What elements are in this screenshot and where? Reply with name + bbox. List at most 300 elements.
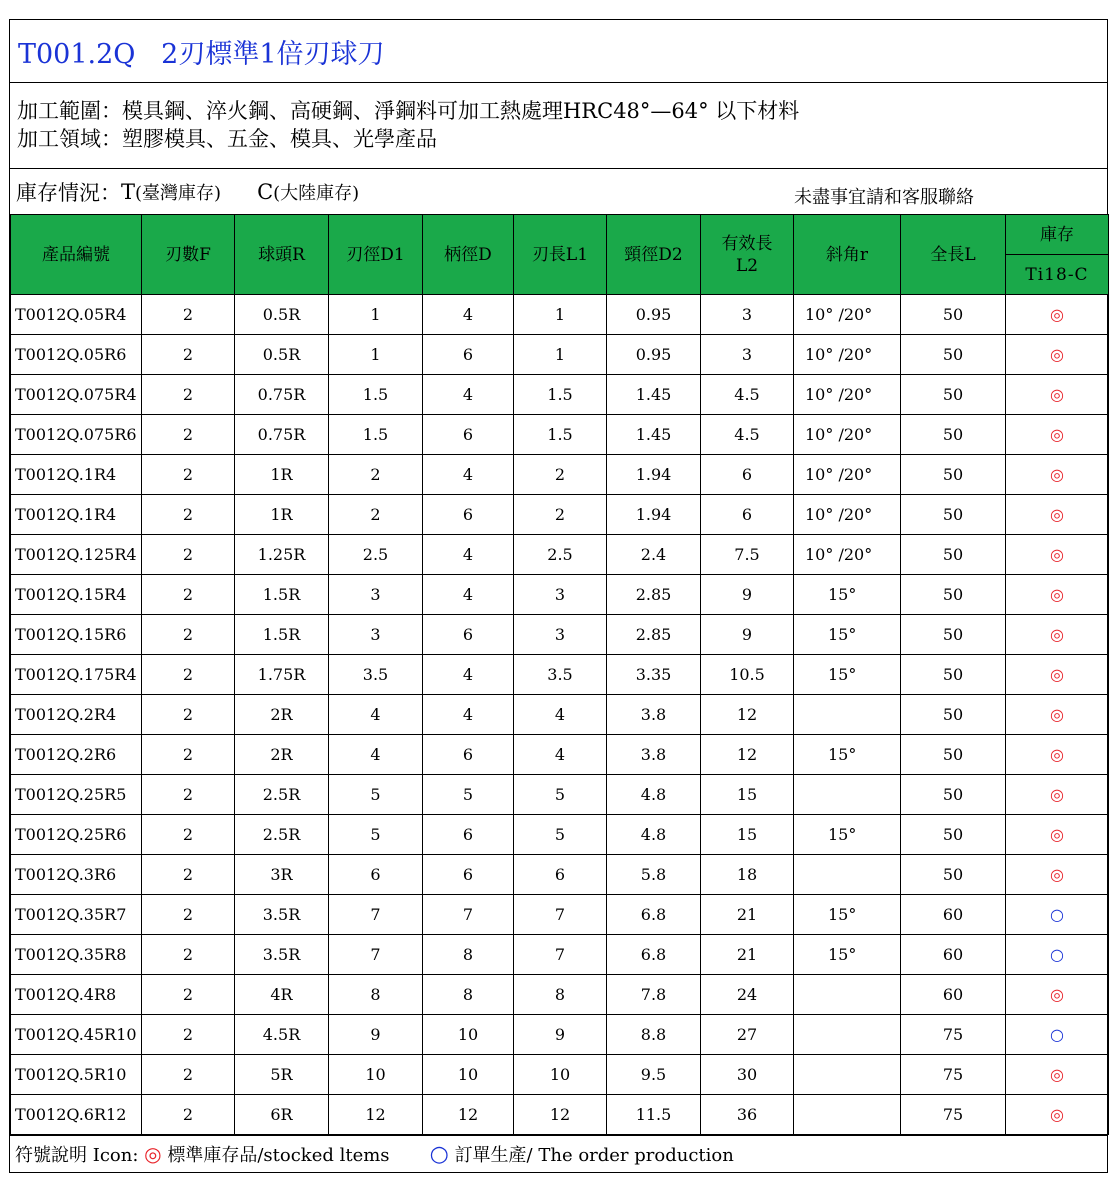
cell-code: T0012Q.3R6 (11, 855, 142, 895)
cell-angle: 15° (794, 815, 901, 855)
cell-flutes: 2 (142, 375, 235, 415)
cell-ball-radius: 4.5R (235, 1015, 329, 1055)
cell-l1: 5 (514, 775, 607, 815)
cell-l2: 21 (701, 935, 794, 975)
cell-l1: 7 (514, 895, 607, 935)
header-total-length: 全長L (901, 215, 1006, 295)
cell-d2: 2.85 (607, 575, 701, 615)
cell-code: T0012Q.25R6 (11, 815, 142, 855)
table-row (11, 295, 1109, 335)
cell-stock (1006, 975, 1109, 1015)
cell-flutes: 2 (142, 495, 235, 535)
cell-l2: 3 (701, 335, 794, 375)
cell-l1: 3 (514, 615, 607, 655)
cell-d2: 1.45 (607, 415, 701, 455)
header-ball-radius: 球頭R (235, 215, 329, 295)
header-d2: 頸徑D2 (607, 215, 701, 295)
cell-d1: 4 (329, 735, 423, 775)
cell-total-length: 60 (901, 975, 1006, 1015)
cell-shank: 10 (423, 1015, 514, 1055)
cell-d1: 1 (329, 335, 423, 375)
cell-l1: 2 (514, 455, 607, 495)
cell-l2: 24 (701, 975, 794, 1015)
cell-code: T0012Q.35R7 (11, 895, 142, 935)
table-row (11, 695, 1109, 735)
cell-code: T0012Q.2R6 (11, 735, 142, 775)
cell-angle: 10° /20° (794, 415, 901, 455)
cell-l1: 9 (514, 1015, 607, 1055)
cell-flutes: 2 (142, 335, 235, 375)
cell-stock (1006, 375, 1109, 415)
cell-l2: 7.5 (701, 535, 794, 575)
cell-stock (1006, 455, 1109, 495)
cell-d2: 6.8 (607, 935, 701, 975)
page-title: T001.2Q 2刃標準1倍刃球刀 (10, 20, 1107, 83)
table-row (11, 335, 1109, 375)
stocked-symbol-icon: ◎ (1050, 385, 1064, 404)
cell-code: T0012Q.15R4 (11, 575, 142, 615)
cell-angle (794, 975, 901, 1015)
cell-flutes: 2 (142, 535, 235, 575)
cell-l2: 4.5 (701, 415, 794, 455)
table-row (11, 1095, 1109, 1135)
stock-c-text: (大陸庫存) (273, 182, 360, 204)
cell-flutes: 2 (142, 295, 235, 335)
cell-d1: 3.5 (329, 655, 423, 695)
stocked-symbol-icon: ◎ (1050, 745, 1064, 764)
customer-service-note: 未盡事宜請和客服聯絡 (794, 187, 974, 208)
cell-stock (1006, 335, 1109, 375)
cell-total-length: 50 (901, 335, 1006, 375)
order-symbol-icon: ○ (429, 1141, 449, 1167)
cell-l2: 9 (701, 615, 794, 655)
cell-ball-radius: 5R (235, 1055, 329, 1095)
cell-code: T0012Q.175R4 (11, 655, 142, 695)
table-row (11, 575, 1109, 615)
cell-code: T0012Q.15R6 (11, 615, 142, 655)
cell-ball-radius: 1.5R (235, 575, 329, 615)
cell-flutes: 2 (142, 655, 235, 695)
cell-d1: 7 (329, 935, 423, 975)
cell-stock (1006, 495, 1109, 535)
order-symbol-icon: ○ (1050, 945, 1064, 964)
cell-l2: 18 (701, 855, 794, 895)
cell-stock (1006, 895, 1109, 935)
cell-shank: 4 (423, 575, 514, 615)
cell-code: T0012Q.1R4 (11, 495, 142, 535)
cell-l1: 3.5 (514, 655, 607, 695)
cell-flutes: 2 (142, 895, 235, 935)
legend-stocked-text: 標準庫存品/stocked ltems (167, 1145, 390, 1166)
cell-d2: 8.8 (607, 1015, 701, 1055)
cell-total-length: 50 (901, 455, 1006, 495)
cell-angle (794, 695, 901, 735)
header-angle: 斜角r (794, 215, 901, 295)
stocked-symbol-icon: ◎ (1050, 425, 1064, 444)
cell-total-length: 50 (901, 615, 1006, 655)
cell-l2: 27 (701, 1015, 794, 1055)
cell-d1: 1.5 (329, 415, 423, 455)
stocked-symbol-icon: ◎ (1050, 465, 1064, 484)
cell-d1: 2.5 (329, 535, 423, 575)
order-symbol-icon: ○ (1050, 1025, 1064, 1044)
stock-label: 庫存情況： (16, 180, 121, 205)
cell-shank: 4 (423, 375, 514, 415)
legend-order-text: 訂單生產/ The order production (454, 1145, 734, 1166)
table-row (11, 615, 1109, 655)
cell-d2: 6.8 (607, 895, 701, 935)
table-row (11, 735, 1109, 775)
cell-total-length: 75 (901, 1055, 1006, 1095)
cell-flutes: 2 (142, 1015, 235, 1055)
cell-shank: 6 (423, 855, 514, 895)
stocked-symbol-icon: ◎ (144, 1142, 162, 1166)
cell-shank: 7 (423, 895, 514, 935)
cell-l1: 1 (514, 295, 607, 335)
cell-angle (794, 1055, 901, 1095)
cell-l2: 6 (701, 495, 794, 535)
stock-t-text: (臺灣庫存) (135, 182, 222, 204)
header-l2 (701, 215, 794, 295)
cell-d2: 7.8 (607, 975, 701, 1015)
cell-angle: 10° /20° (794, 495, 901, 535)
cell-total-length: 50 (901, 295, 1006, 335)
cell-code: T0012Q.35R8 (11, 935, 142, 975)
stock-info (10, 169, 1107, 214)
stocked-symbol-icon: ◎ (1050, 505, 1064, 524)
cell-l1: 4 (514, 735, 607, 775)
stock-c-code: C (257, 179, 274, 204)
cell-total-length: 50 (901, 575, 1006, 615)
cell-d1: 1 (329, 295, 423, 335)
stocked-symbol-icon: ◎ (1050, 825, 1064, 844)
cell-stock (1006, 855, 1109, 895)
table-row (11, 1015, 1109, 1055)
cell-total-length: 50 (901, 415, 1006, 455)
cell-angle: 15° (794, 895, 901, 935)
cell-d1: 2 (329, 495, 423, 535)
cell-d1: 5 (329, 815, 423, 855)
cell-stock (1006, 935, 1109, 975)
cell-flutes: 2 (142, 1095, 235, 1135)
cell-d1: 9 (329, 1015, 423, 1055)
cell-total-length: 75 (901, 1015, 1006, 1055)
cell-ball-radius: 1.75R (235, 655, 329, 695)
cell-l2: 6 (701, 455, 794, 495)
cell-total-length: 50 (901, 695, 1006, 735)
cell-code: T0012Q.125R4 (11, 535, 142, 575)
cell-code: T0012Q.25R5 (11, 775, 142, 815)
cell-code: T0012Q.2R4 (11, 695, 142, 735)
cell-d2: 3.8 (607, 735, 701, 775)
cell-l1: 1 (514, 335, 607, 375)
cell-d1: 7 (329, 895, 423, 935)
cell-flutes: 2 (142, 735, 235, 775)
header-l2-line1: 有效長 (721, 233, 773, 254)
cell-angle: 10° /20° (794, 375, 901, 415)
cell-ball-radius: 1R (235, 455, 329, 495)
product-sheet (9, 19, 1108, 1173)
cell-d1: 12 (329, 1095, 423, 1135)
cell-l1: 2.5 (514, 535, 607, 575)
cell-d2: 1.94 (607, 455, 701, 495)
cell-l1: 6 (514, 855, 607, 895)
table-row (11, 495, 1109, 535)
cell-shank: 6 (423, 335, 514, 375)
header-shank: 柄徑D (423, 215, 514, 295)
cell-flutes: 2 (142, 455, 235, 495)
stocked-symbol-icon: ◎ (1050, 1065, 1064, 1084)
cell-l2: 15 (701, 815, 794, 855)
cell-d2: 3.8 (607, 695, 701, 735)
header-l2-line2: L2 (735, 255, 759, 276)
cell-total-length: 50 (901, 775, 1006, 815)
cell-angle (794, 1095, 901, 1135)
cell-ball-radius: 3.5R (235, 935, 329, 975)
table-row (11, 815, 1109, 855)
cell-l2: 4.5 (701, 375, 794, 415)
cell-flutes: 2 (142, 615, 235, 655)
cell-total-length: 50 (901, 495, 1006, 535)
cell-d2: 0.95 (607, 335, 701, 375)
cell-l2: 12 (701, 735, 794, 775)
cell-code: T0012Q.6R12 (11, 1095, 142, 1135)
cell-flutes: 2 (142, 775, 235, 815)
cell-ball-radius: 2.5R (235, 775, 329, 815)
cell-d2: 2.85 (607, 615, 701, 655)
cell-shank: 6 (423, 495, 514, 535)
stocked-symbol-icon: ◎ (1050, 705, 1064, 724)
cell-angle: 10° /20° (794, 535, 901, 575)
cell-total-length: 60 (901, 935, 1006, 975)
cell-d1: 3 (329, 575, 423, 615)
cell-stock (1006, 655, 1109, 695)
cell-l2: 21 (701, 895, 794, 935)
cell-l2: 30 (701, 1055, 794, 1095)
cell-ball-radius: 0.5R (235, 335, 329, 375)
cell-code: T0012Q.1R4 (11, 455, 142, 495)
cell-total-length: 50 (901, 815, 1006, 855)
cell-d2: 0.95 (607, 295, 701, 335)
cell-total-length: 75 (901, 1095, 1006, 1135)
cell-l1: 12 (514, 1095, 607, 1135)
stocked-symbol-icon: ◎ (1050, 345, 1064, 364)
cell-l2: 10.5 (701, 655, 794, 695)
cell-l2: 3 (701, 295, 794, 335)
cell-ball-radius: 3R (235, 855, 329, 895)
cell-shank: 5 (423, 775, 514, 815)
cell-d1: 6 (329, 855, 423, 895)
product-table (10, 214, 1109, 1135)
cell-l1: 5 (514, 815, 607, 855)
table-row (11, 375, 1109, 415)
cell-stock (1006, 1055, 1109, 1095)
cell-l1: 1.5 (514, 375, 607, 415)
cell-d1: 8 (329, 975, 423, 1015)
cell-d2: 4.8 (607, 815, 701, 855)
cell-code: T0012Q.4R8 (11, 975, 142, 1015)
cell-flutes: 2 (142, 695, 235, 735)
cell-total-length: 50 (901, 655, 1006, 695)
cell-flutes: 2 (142, 415, 235, 455)
cell-l1: 1.5 (514, 415, 607, 455)
cell-flutes: 2 (142, 855, 235, 895)
cell-total-length: 60 (901, 895, 1006, 935)
table-row (11, 455, 1109, 495)
cell-shank: 6 (423, 415, 514, 455)
order-symbol-icon: ○ (1050, 905, 1064, 924)
cell-angle: 15° (794, 735, 901, 775)
cell-angle: 10° /20° (794, 295, 901, 335)
cell-angle: 15° (794, 935, 901, 975)
cell-angle (794, 1015, 901, 1055)
cell-d2: 1.94 (607, 495, 701, 535)
cell-l2: 36 (701, 1095, 794, 1135)
cell-ball-radius: 3.5R (235, 895, 329, 935)
cell-shank: 8 (423, 935, 514, 975)
cell-d1: 5 (329, 775, 423, 815)
cell-ball-radius: 1R (235, 495, 329, 535)
cell-total-length: 50 (901, 855, 1006, 895)
cell-angle: 10° /20° (794, 455, 901, 495)
table-row (11, 1055, 1109, 1095)
cell-shank: 6 (423, 615, 514, 655)
cell-ball-radius: 1.5R (235, 615, 329, 655)
cell-stock (1006, 415, 1109, 455)
cell-stock (1006, 1095, 1109, 1135)
cell-l2: 15 (701, 775, 794, 815)
cell-d2: 2.4 (607, 535, 701, 575)
cell-shank: 8 (423, 975, 514, 1015)
cell-flutes: 2 (142, 975, 235, 1015)
cell-angle: 15° (794, 655, 901, 695)
cell-d1: 3 (329, 615, 423, 655)
cell-code: T0012Q.5R10 (11, 1055, 142, 1095)
cell-flutes: 2 (142, 815, 235, 855)
legend-label: 符號說明 Icon: (15, 1145, 139, 1166)
cell-l1: 10 (514, 1055, 607, 1095)
header-code: 產品編號 (11, 215, 142, 295)
cell-ball-radius: 0.75R (235, 375, 329, 415)
cell-shank: 12 (423, 1095, 514, 1135)
cell-shank: 6 (423, 815, 514, 855)
cell-d2: 1.45 (607, 375, 701, 415)
table-row (11, 975, 1109, 1015)
cell-ball-radius: 6R (235, 1095, 329, 1135)
cell-d1: 4 (329, 695, 423, 735)
cell-ball-radius: 2R (235, 695, 329, 735)
cell-ball-radius: 4R (235, 975, 329, 1015)
cell-code: T0012Q.05R6 (11, 335, 142, 375)
cell-stock (1006, 575, 1109, 615)
header-l1: 刃長L1 (514, 215, 607, 295)
cell-shank: 6 (423, 735, 514, 775)
cell-stock (1006, 815, 1109, 855)
stocked-symbol-icon: ◎ (1050, 585, 1064, 604)
cell-code: T0012Q.45R10 (11, 1015, 142, 1055)
stocked-symbol-icon: ◎ (1050, 665, 1064, 684)
cell-ball-radius: 2R (235, 735, 329, 775)
table-row (11, 935, 1109, 975)
cell-total-length: 50 (901, 735, 1006, 775)
cell-angle: 15° (794, 575, 901, 615)
cell-d2: 5.8 (607, 855, 701, 895)
cell-l1: 4 (514, 695, 607, 735)
cell-shank: 4 (423, 455, 514, 495)
cell-d2: 9.5 (607, 1055, 701, 1095)
cell-stock (1006, 615, 1109, 655)
cell-stock (1006, 295, 1109, 335)
cell-l1: 7 (514, 935, 607, 975)
table-row (11, 855, 1109, 895)
header-flutes: 刃數F (142, 215, 235, 295)
cell-d1: 10 (329, 1055, 423, 1095)
cell-shank: 4 (423, 295, 514, 335)
cell-flutes: 2 (142, 935, 235, 975)
cell-code: T0012Q.05R4 (11, 295, 142, 335)
cell-l2: 9 (701, 575, 794, 615)
cell-d1: 2 (329, 455, 423, 495)
cell-stock (1006, 1015, 1109, 1055)
cell-d1: 1.5 (329, 375, 423, 415)
cell-l1: 3 (514, 575, 607, 615)
cell-ball-radius: 2.5R (235, 815, 329, 855)
header-d1: 刃徑D1 (329, 215, 423, 295)
stocked-symbol-icon: ◎ (1050, 785, 1064, 804)
stocked-symbol-icon: ◎ (1050, 1105, 1064, 1124)
cell-angle: 10° /20° (794, 335, 901, 375)
cell-flutes: 2 (142, 1055, 235, 1095)
cell-stock (1006, 735, 1109, 775)
table-row (11, 775, 1109, 815)
cell-d2: 3.35 (607, 655, 701, 695)
table-row (11, 895, 1109, 935)
cell-code: T0012Q.075R6 (11, 415, 142, 455)
table-row (11, 655, 1109, 695)
cell-code: T0012Q.075R4 (11, 375, 142, 415)
cell-d2: 4.8 (607, 775, 701, 815)
cell-l2: 12 (701, 695, 794, 735)
stock-t-code: T (121, 179, 136, 204)
cell-shank: 4 (423, 535, 514, 575)
cell-flutes: 2 (142, 575, 235, 615)
cell-stock (1006, 775, 1109, 815)
cell-shank: 10 (423, 1055, 514, 1095)
cell-total-length: 50 (901, 535, 1006, 575)
cell-ball-radius: 0.75R (235, 415, 329, 455)
cell-l1: 8 (514, 975, 607, 1015)
stocked-symbol-icon: ◎ (1050, 545, 1064, 564)
cell-ball-radius: 1.25R (235, 535, 329, 575)
stocked-symbol-icon: ◎ (1050, 625, 1064, 644)
cell-angle (794, 855, 901, 895)
header-stock-sub: Ti18-C (1006, 255, 1109, 295)
table-row (11, 415, 1109, 455)
stocked-symbol-icon: ◎ (1050, 985, 1064, 1004)
cell-ball-radius: 0.5R (235, 295, 329, 335)
cell-l1: 2 (514, 495, 607, 535)
stocked-symbol-icon: ◎ (1050, 305, 1064, 324)
cell-angle (794, 775, 901, 815)
table-row (11, 535, 1109, 575)
cell-shank: 4 (423, 695, 514, 735)
machining-range: 加工範圍：模具鋼、淬火鋼、高硬鋼、淨鋼料可加工熱處理HRC48°—64° 以下材料 (17, 99, 800, 123)
cell-stock (1006, 535, 1109, 575)
stocked-symbol-icon: ◎ (1050, 865, 1064, 884)
machining-field: 加工領域：塑膠模具、五金、模具、光學產品 (17, 127, 437, 151)
header-stock: 庫存 (1006, 215, 1109, 255)
cell-d2: 11.5 (607, 1095, 701, 1135)
